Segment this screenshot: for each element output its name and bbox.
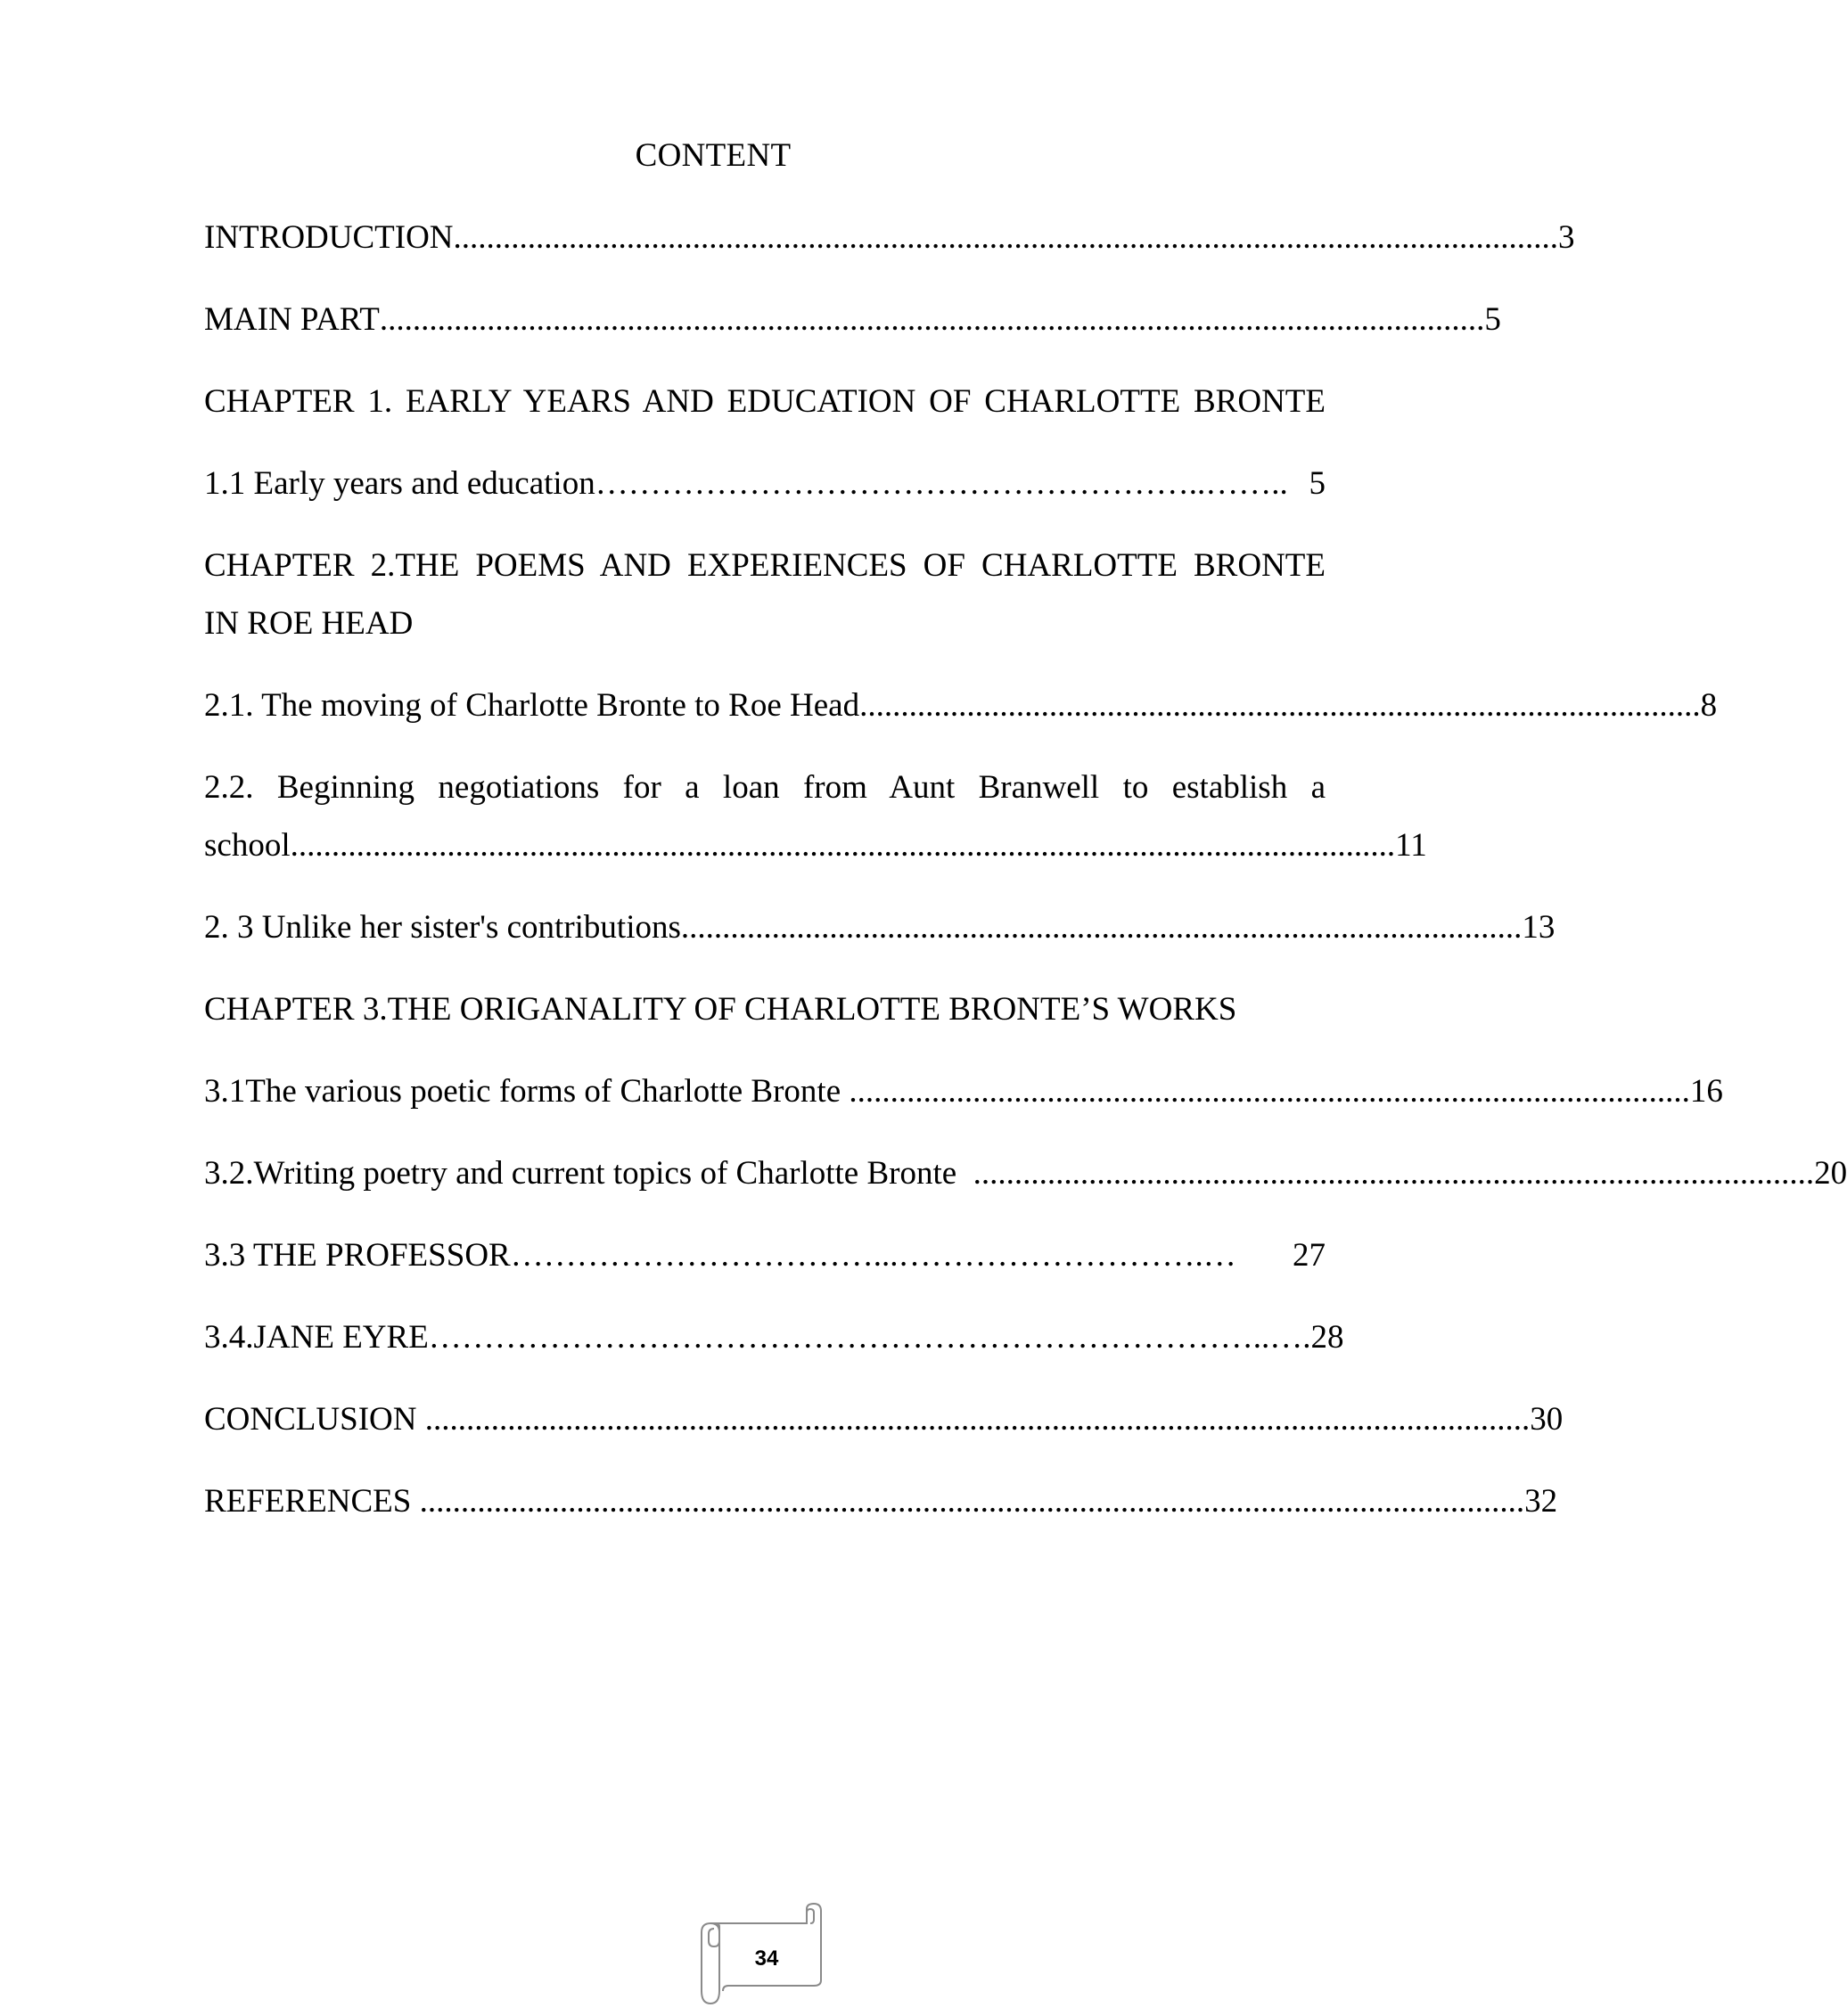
toc-leader-dots: ......................................................................................................: [849, 1073, 1690, 1110]
toc-chapter-title: CHAPTER 2.THE POEMS AND EXPERIENCES OF CHARLOTTE BRONTE: [204, 547, 1326, 584]
toc-leader-dots: ……………………………...……………………….…: [510, 1237, 1236, 1274]
toc-leader-dots: ......................................................................................................................................: [424, 1401, 1531, 1438]
toc-chapter-title: CHAPTER 3.THE ORIGANALITY OF CHARLOTTE BRONTE’S WORKS: [204, 991, 1237, 1028]
toc-page-number: 8: [1700, 687, 1718, 724]
toc-chapter-3-heading: [204, 989, 1326, 1029]
page-number: 34: [754, 1946, 779, 1971]
toc-page-number: 5: [1484, 301, 1501, 338]
toc-entry-main-part: [204, 299, 1501, 340]
page-title: CONTENT: [635, 137, 792, 174]
toc-entry-title: INTRODUCTION: [204, 219, 454, 256]
toc-leader-dots: …………………………………………………………………..….: [428, 1319, 1311, 1356]
toc-entry-2-3: [204, 907, 1556, 947]
toc-entry-title: 2.2. Beginning negotiations for a loan from Aunt Branwell to establish a: [204, 769, 1326, 806]
toc-leader-dots: ......................................................................................................................................: [290, 827, 1396, 864]
toc-entry-title: CONCLUSION: [204, 1401, 425, 1438]
toc-leader-dots: ………………………………………………..……..: [595, 465, 1288, 502]
toc-leader-dots: ......................................................................................................................................: [379, 301, 1485, 338]
toc-chapter-title: CHAPTER 1. EARLY YEARS AND EDUCATION OF CHARLOTTE BRONTE: [204, 383, 1326, 420]
toc-page-number: 11: [1395, 827, 1427, 864]
toc-entry-title: 2.1. The moving of Charlotte Bronte to Roe Head: [204, 687, 860, 724]
toc-entry-title: 3.4.JANE EYRE: [204, 1319, 429, 1356]
toc-entry-title: 2. 3 Unlike her sister's contributions: [204, 909, 681, 946]
toc-entry-references: [204, 1481, 1558, 1521]
toc-page-number: 5: [1309, 465, 1326, 502]
toc-leader-dots: ......................................................................................................: [973, 1155, 1815, 1192]
toc-entry-title: 3.1The various poetic forms of Charlotte Bronte: [204, 1073, 850, 1110]
toc-page-number: 32: [1524, 1483, 1558, 1520]
toc-chapter-title-continued: IN ROE HEAD: [204, 605, 414, 642]
toc-page-number: 3: [1558, 219, 1575, 256]
toc-leader-dots: ......................................................................................................................................: [453, 219, 1559, 256]
toc-entry-title-continued: school: [204, 827, 291, 864]
toc-page-number: 16: [1689, 1073, 1723, 1110]
toc-entry-3-2: [204, 1153, 1847, 1193]
toc-entry-conclusion: [204, 1399, 1564, 1439]
toc-entry-introduction: [204, 217, 1575, 258]
toc-entry-3-4: [204, 1317, 1344, 1357]
toc-page-number: 30: [1530, 1401, 1564, 1438]
toc-chapter-1-heading: [204, 381, 1326, 422]
toc-entry-title: REFERENCES: [204, 1483, 420, 1520]
toc-entry-2-2-line1: [204, 767, 1326, 807]
toc-page-number: 28: [1310, 1319, 1344, 1356]
toc-chapter-2-heading-line2: [204, 603, 1326, 643]
toc-entry-title: 3.3 THE PROFESSOR: [204, 1237, 511, 1274]
toc-entry-1-1: [204, 463, 1326, 504]
toc-entry-3-3: [204, 1235, 1326, 1275]
toc-entry-3-1: [204, 1071, 1723, 1111]
toc-page-number: 13: [1522, 909, 1556, 946]
toc-leader-dots: ......................................................................................................: [859, 687, 1701, 724]
toc-page-number: 27: [1293, 1237, 1326, 1274]
toc-entry-title: MAIN PART: [204, 301, 380, 338]
toc-entry-2-2-line2: [204, 825, 1427, 865]
toc-entry-title: 1.1 Early years and education: [204, 465, 595, 502]
toc-leader-dots: ......................................................................................................................................: [419, 1483, 1525, 1520]
toc-entry-title: 3.2.Writing poetry and current topics of Charlotte Bronte: [204, 1155, 973, 1192]
toc-chapter-2-heading-line1: [204, 545, 1326, 586]
toc-page-number: 20: [1814, 1155, 1847, 1192]
toc-entry-2-1: [204, 685, 1718, 725]
toc-leader-dots: ......................................................................................................: [680, 909, 1523, 946]
